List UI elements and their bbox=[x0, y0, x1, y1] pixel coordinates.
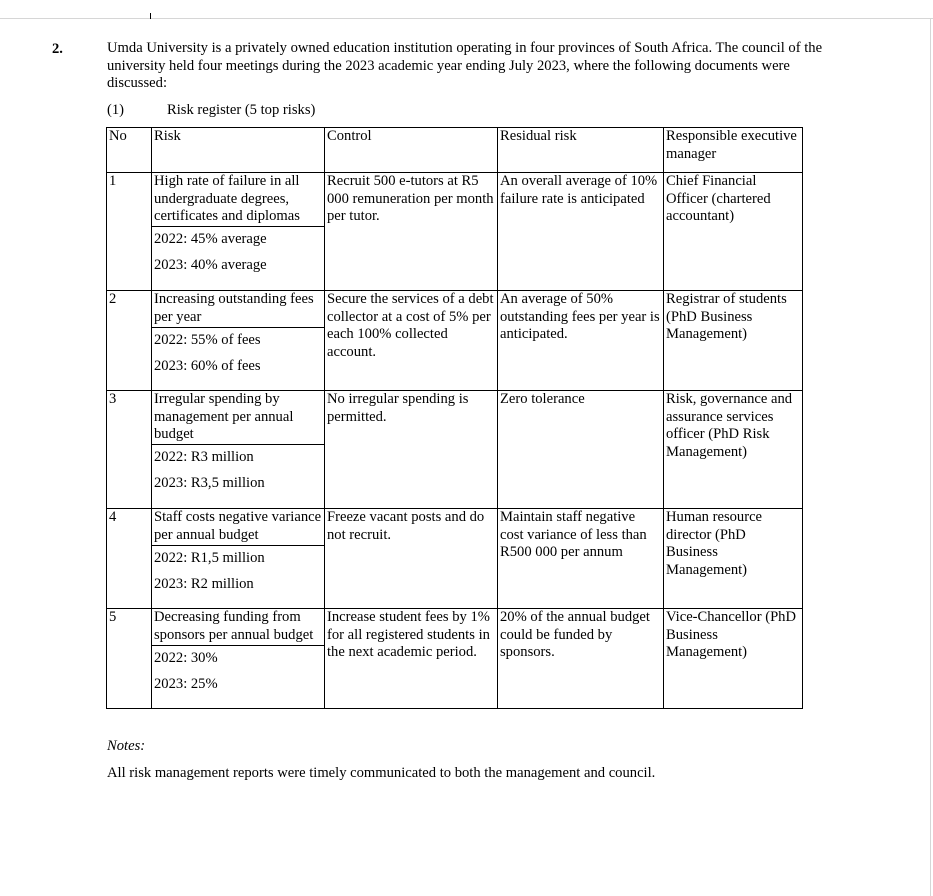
header-no: No bbox=[107, 128, 152, 173]
residual-risk-cell: Zero tolerance bbox=[498, 391, 664, 509]
risk-yearly-values bbox=[152, 444, 324, 502]
sub-question-title: Risk register (5 top risks) bbox=[167, 102, 316, 118]
notes-label: Notes: bbox=[107, 738, 146, 754]
risk-cell bbox=[152, 391, 325, 509]
risk-value-2022: 2022: R3 million bbox=[154, 449, 254, 465]
risk-cell bbox=[152, 173, 325, 291]
sub-question-number: (1) bbox=[107, 102, 125, 118]
risk-value-2023: 2023: R2 million bbox=[154, 576, 254, 592]
control-cell: No irregular spending is permitted. bbox=[325, 391, 498, 509]
residual-risk-cell: 20% of the annual budget could be funded by sponsors. bbox=[498, 609, 664, 709]
risk-description: Increasing outstanding fees per year bbox=[154, 291, 314, 325]
responsible-manager-cell: Chief Financial Officer (chartered accountant) bbox=[664, 173, 803, 291]
responsible-manager-cell: Vice-Chancellor (PhD Business Management) bbox=[664, 609, 803, 709]
risk-value-2022: 2022: 30% bbox=[154, 650, 218, 666]
risk-value-2022: 2022: R1,5 million bbox=[154, 550, 265, 566]
table-row bbox=[107, 609, 803, 709]
responsible-manager-cell: Human resource director (PhD Business Management) bbox=[664, 509, 803, 609]
risk-value-2023: 2023: 40% average bbox=[154, 257, 267, 273]
row-number: 5 bbox=[107, 609, 152, 709]
risk-value-2023: 2023: 60% of fees bbox=[154, 358, 261, 374]
residual-risk-cell: An average of 50% outstanding fees per year is anticipated. bbox=[498, 291, 664, 391]
risk-value-2023: 2023: 25% bbox=[154, 676, 218, 692]
table-row bbox=[107, 291, 803, 391]
risk-value-2022: 2022: 45% average bbox=[154, 231, 267, 247]
residual-risk-cell: An overall average of 10% failure rate is anticipated bbox=[498, 173, 664, 291]
risk-cell bbox=[152, 609, 325, 709]
risk-description: Staff costs negative variance per annual budget bbox=[154, 509, 322, 543]
risk-yearly-values bbox=[152, 327, 324, 385]
row-number: 2 bbox=[107, 291, 152, 391]
tick-mark bbox=[150, 13, 151, 19]
control-cell: Freeze vacant posts and do not recruit. bbox=[325, 509, 498, 609]
risk-value-2023: 2023: R3,5 million bbox=[154, 475, 265, 491]
control-cell: Recruit 500 e-tutors at R5 000 remuneration per month per tutor. bbox=[325, 173, 498, 291]
row-number: 4 bbox=[107, 509, 152, 609]
responsible-manager-cell: Registrar of students (PhD Business Management) bbox=[664, 291, 803, 391]
question-number: 2. bbox=[52, 41, 63, 57]
responsible-manager-cell: Risk, governance and assurance services officer (PhD Risk Management) bbox=[664, 391, 803, 509]
risk-description: Decreasing funding from sponsors per annual budget bbox=[154, 609, 314, 643]
row-number: 1 bbox=[107, 173, 152, 291]
header-residual-risk: Residual risk bbox=[498, 128, 664, 173]
header-responsible-manager: Responsible executive manager bbox=[664, 128, 803, 173]
risk-value-2022: 2022: 55% of fees bbox=[154, 332, 261, 348]
notes-text: All risk management reports were timely communicated to both the management and council. bbox=[107, 765, 656, 781]
table-row bbox=[107, 391, 803, 509]
risk-cell bbox=[152, 291, 325, 391]
risk-yearly-values bbox=[152, 545, 324, 603]
header-risk: Risk bbox=[152, 128, 325, 173]
risk-register-table bbox=[106, 127, 803, 709]
risk-yearly-values bbox=[152, 226, 324, 284]
control-cell: Secure the services of a debt collector at a cost of 5% per each 100% collected account. bbox=[325, 291, 498, 391]
control-cell: Increase student fees by 1% for all registered students in the next academic period. bbox=[325, 609, 498, 709]
page-edge-right bbox=[930, 18, 931, 896]
page-edge bbox=[0, 18, 933, 19]
question-intro: Umda University is a privately owned education institution operating in four provinces of South Africa. The council of the university held four meetings during the 2023 academic year ending July 2023, where the following documents were discussed: bbox=[107, 40, 823, 92]
table-row bbox=[107, 509, 803, 609]
risk-cell bbox=[152, 509, 325, 609]
residual-risk-cell: Maintain staff negative cost variance of less than R500 000 per annum bbox=[498, 509, 664, 609]
table-header-row bbox=[107, 128, 803, 173]
risk-description: High rate of failure in all undergraduate degrees, certificates and diplomas bbox=[154, 173, 300, 225]
risk-description: Irregular spending by management per annual budget bbox=[154, 391, 294, 443]
table-row bbox=[107, 173, 803, 291]
header-control: Control bbox=[325, 128, 498, 173]
row-number: 3 bbox=[107, 391, 152, 509]
risk-yearly-values bbox=[152, 645, 324, 703]
